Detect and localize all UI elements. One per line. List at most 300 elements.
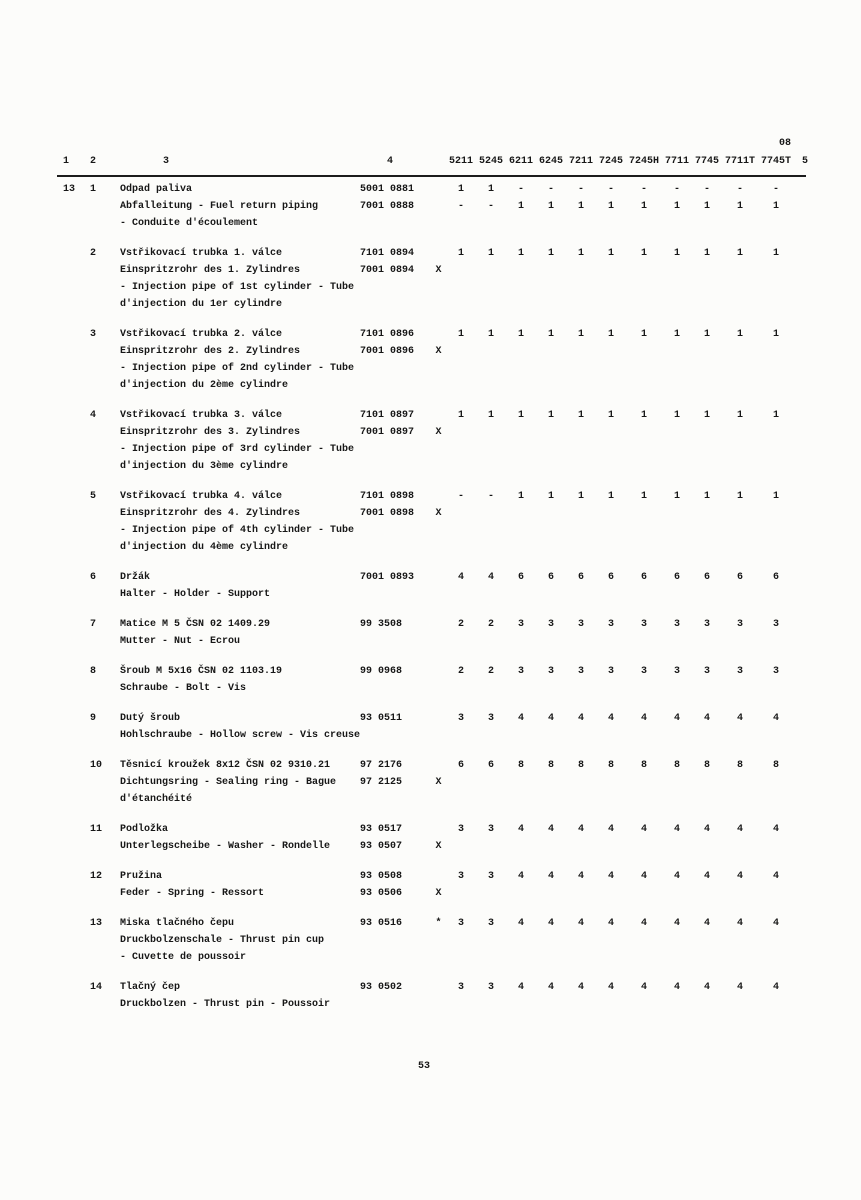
qty-cell: 4 (640, 871, 647, 882)
description-line: - Conduite d'écoulement (120, 218, 259, 229)
qty-cell: 4 (736, 982, 743, 993)
table-row (0, 757, 861, 808)
qty-cell: 8 (772, 760, 779, 771)
qty-cell: 6 (517, 572, 524, 583)
description-line: Miska tlačného čepu (120, 918, 235, 929)
qty-cell: 1 (703, 248, 710, 259)
qty-cell: 4 (772, 871, 779, 882)
qty-cell: 3 (577, 619, 584, 630)
description-line: Vstřikovací trubka 2. válce (120, 329, 283, 340)
quantity-cells (446, 915, 794, 932)
part-line (360, 757, 861, 774)
qty-cell: 4 (673, 713, 680, 724)
quantity-cells (446, 245, 794, 262)
part-number: 93 0516 (360, 918, 403, 929)
description-line: Odpad paliva (120, 184, 193, 195)
qty-cell: 3 (457, 918, 464, 929)
qty-cell: 2 (487, 619, 494, 630)
description-line: Vstřikovací trubka 1. válce (120, 248, 283, 259)
row-item-number: 10 (90, 760, 103, 771)
row-description (120, 181, 360, 232)
qty-cell: 3 (517, 619, 524, 630)
availability-marker: X (435, 888, 442, 899)
qty-cell: 4 (703, 918, 710, 929)
row-description (120, 757, 360, 808)
availability-marker: X (435, 777, 442, 788)
qty-cell: 3 (607, 619, 614, 630)
model-header: 7711T (724, 156, 755, 167)
qty-cell: 1 (487, 410, 494, 421)
qty-cell: - (772, 184, 779, 195)
quantity-cells (446, 868, 794, 885)
part-number: 7001 0896 (360, 346, 415, 357)
row-part-lines (360, 915, 861, 966)
qty-cell: 4 (577, 824, 584, 835)
qty-cell: 3 (640, 666, 647, 677)
row-part-lines (360, 488, 861, 556)
part-line (360, 915, 861, 932)
qty-cell: 1 (457, 410, 464, 421)
row-section-number (57, 245, 85, 313)
description-line: Tlačný čep (120, 982, 181, 993)
qty-cell: 4 (772, 918, 779, 929)
row-part-lines (360, 710, 861, 744)
qty-cell: 4 (703, 824, 710, 835)
availability-marker (431, 488, 446, 505)
qty-cell: 4 (577, 871, 584, 882)
part-line (360, 616, 861, 633)
availability-marker: X (435, 265, 442, 276)
description-line: Halter - Holder - Support (120, 589, 271, 600)
availability-marker (431, 245, 446, 262)
availability-marker (431, 868, 446, 885)
availability-marker (431, 979, 446, 996)
description-line: Feder - Spring - Ressort (120, 888, 265, 899)
qty-cell: 8 (640, 760, 647, 771)
model-header: 5245 (478, 156, 503, 167)
qty-cell: 4 (607, 871, 614, 882)
row-item-number: 4 (90, 410, 97, 421)
row-item-number: 7 (90, 619, 97, 630)
description-line: Držák (120, 572, 151, 583)
model-header: 7245H (628, 156, 659, 167)
table-row (0, 915, 861, 966)
row-section-number (57, 326, 85, 394)
model-header: 7745T (760, 156, 791, 167)
qty-cell: 1 (703, 329, 710, 340)
row-section-number (57, 821, 85, 855)
qty-cell: 1 (640, 491, 647, 502)
qty-cell: 8 (736, 760, 743, 771)
quantity-cells (446, 326, 794, 343)
qty-cell: - (703, 184, 710, 195)
row-part-lines (360, 616, 861, 650)
qty-cell: 1 (517, 248, 524, 259)
qty-cell: 3 (673, 666, 680, 677)
row-description (120, 488, 360, 556)
row-item-number: 13 (90, 918, 103, 929)
qty-cell: 4 (772, 982, 779, 993)
qty-cell: 4 (640, 713, 647, 724)
qty-cell: 3 (772, 619, 779, 630)
qty-cell: 1 (577, 491, 584, 502)
table-row (0, 569, 861, 603)
part-number: 7101 0896 (360, 329, 415, 340)
qty-cell: 1 (577, 248, 584, 259)
row-part-lines (360, 326, 861, 394)
page-code: 08 (779, 138, 792, 149)
description-line: Druckbolzenschale - Thrust pin cup (120, 935, 325, 946)
qty-cell: 1 (640, 201, 647, 212)
qty-cell: 8 (547, 760, 554, 771)
qty-cell: 8 (607, 760, 614, 771)
qty-cell: 3 (487, 713, 494, 724)
qty-cell: 1 (517, 201, 524, 212)
part-line (360, 262, 861, 279)
qty-cell: 6 (703, 572, 710, 583)
qty-cell: 4 (736, 713, 743, 724)
column-header-row (0, 153, 861, 170)
qty-cell: 3 (487, 824, 494, 835)
part-line (360, 343, 861, 360)
part-line (360, 424, 861, 441)
part-line (360, 838, 861, 855)
quantity-cells (446, 569, 794, 586)
qty-cell: 6 (577, 572, 584, 583)
description-line: d'injection du 3ème cylindre (120, 461, 289, 472)
qty-cell: - (547, 184, 554, 195)
row-item-number: 3 (90, 329, 97, 340)
row-section-number (57, 616, 85, 650)
row-section-number (57, 868, 85, 902)
part-number: 93 0508 (360, 871, 403, 882)
qty-cell: 1 (577, 201, 584, 212)
qty-cell: 4 (607, 918, 614, 929)
row-item-number: 11 (90, 824, 103, 835)
row-item-number: 8 (90, 666, 97, 677)
qty-cell: 4 (547, 713, 554, 724)
availability-marker: X (435, 346, 442, 357)
qty-cell: 6 (457, 760, 464, 771)
qty-cell: 3 (772, 666, 779, 677)
qty-cell: 1 (517, 491, 524, 502)
col-1-header: 1 (63, 156, 70, 167)
qty-cell: 1 (607, 491, 614, 502)
row-description (120, 407, 360, 475)
row-description (120, 326, 360, 394)
row-item-number: 1 (90, 184, 97, 195)
qty-cell: 1 (607, 248, 614, 259)
row-item-number: 12 (90, 871, 103, 882)
availability-marker (431, 663, 446, 680)
qty-cell: 1 (736, 248, 743, 259)
qty-cell: 1 (547, 201, 554, 212)
qty-cell: 1 (772, 329, 779, 340)
availability-marker: X (435, 427, 442, 438)
qty-cell: 4 (577, 982, 584, 993)
qty-cell: 1 (607, 201, 614, 212)
row-description (120, 616, 360, 650)
qty-cell: 4 (457, 572, 464, 583)
qty-cell: 1 (736, 201, 743, 212)
qty-cell: 4 (673, 824, 680, 835)
table-row (0, 821, 861, 855)
row-description (120, 821, 360, 855)
qty-cell: - (607, 184, 614, 195)
availability-marker (431, 757, 446, 774)
qty-cell: - (487, 201, 494, 212)
part-number: 7001 0893 (360, 572, 415, 583)
qty-cell: 4 (607, 713, 614, 724)
qty-cell: 3 (487, 918, 494, 929)
description-line: Unterlegscheibe - Washer - Rondelle (120, 841, 331, 852)
qty-cell: 4 (547, 982, 554, 993)
quantity-cells (446, 407, 794, 424)
qty-cell: 8 (673, 760, 680, 771)
qty-cell: 3 (703, 666, 710, 677)
qty-cell: 4 (547, 918, 554, 929)
description-line: Einspritzrohr des 1. Zylindres (120, 265, 301, 276)
header-right-line (360, 153, 861, 170)
part-line (360, 181, 861, 198)
description-line: Einspritzrohr des 3. Zylindres (120, 427, 301, 438)
table-row (0, 181, 861, 232)
qty-cell: 1 (640, 329, 647, 340)
part-number: 7001 0898 (360, 508, 415, 519)
qty-cell: 2 (457, 666, 464, 677)
row-section-number (57, 488, 85, 556)
qty-cell: 4 (577, 918, 584, 929)
col-3-header: 3 (163, 156, 170, 167)
qty-cell: 3 (673, 619, 680, 630)
row-description (120, 868, 360, 902)
row-description (120, 710, 360, 744)
description-line: - Injection pipe of 4th cylinder - Tube (120, 525, 355, 536)
qty-cell: 4 (517, 982, 524, 993)
row-section-number (57, 407, 85, 475)
availability-marker (431, 821, 446, 838)
part-number: 97 2125 (360, 777, 403, 788)
part-line (360, 569, 861, 586)
qty-cell: 4 (547, 871, 554, 882)
row-part-lines (360, 757, 861, 808)
qty-cell: 3 (457, 871, 464, 882)
page-number: 53 (418, 1061, 431, 1072)
part-line (360, 868, 861, 885)
qty-cell: 4 (640, 918, 647, 929)
row-section-number: 13 (63, 184, 76, 195)
description-line: Abfalleitung - Fuel return piping (120, 201, 319, 212)
row-section-number (57, 979, 85, 1013)
availability-marker (431, 569, 446, 586)
qty-cell: 3 (703, 619, 710, 630)
part-line (360, 326, 861, 343)
part-line (360, 505, 861, 522)
qty-cell: 1 (517, 410, 524, 421)
availability-marker: X (435, 508, 442, 519)
qty-cell: 6 (736, 572, 743, 583)
qty-cell: 4 (736, 918, 743, 929)
row-description (120, 569, 360, 603)
qty-cell: 1 (772, 248, 779, 259)
qty-cell: - (640, 184, 647, 195)
row-part-lines (360, 663, 861, 697)
description-line: d'injection du 1er cylindre (120, 299, 283, 310)
description-line: Dichtungsring - Sealing ring - Bague (120, 777, 337, 788)
table-row (0, 488, 861, 556)
quantity-cells (446, 821, 794, 838)
qty-cell: 1 (772, 491, 779, 502)
description-line: d'injection du 2ème cylindre (120, 380, 289, 391)
qty-cell: 1 (547, 329, 554, 340)
model-header: 7245 (598, 156, 623, 167)
description-line: Mutter - Nut - Ecrou (120, 636, 241, 647)
qty-cell: 1 (547, 491, 554, 502)
qty-cell: 1 (457, 248, 464, 259)
qty-cell: 4 (607, 824, 614, 835)
qty-cell: 4 (640, 982, 647, 993)
table-row (0, 245, 861, 313)
qty-cell: 2 (487, 666, 494, 677)
row-part-lines (360, 181, 861, 232)
table-row (0, 663, 861, 697)
qty-cell: 1 (703, 491, 710, 502)
availability-marker (431, 326, 446, 343)
quantity-cells (446, 488, 794, 505)
description-line: - Cuvette de poussoir (120, 952, 247, 963)
qty-cell: 3 (457, 982, 464, 993)
description-line: - Injection pipe of 1st cylinder - Tube (120, 282, 355, 293)
part-number: 93 0502 (360, 982, 403, 993)
description-line: Pružina (120, 871, 163, 882)
table-row (0, 326, 861, 394)
part-line (360, 710, 861, 727)
part-line (360, 663, 861, 680)
table-row (0, 710, 861, 744)
qty-cell: 1 (547, 410, 554, 421)
availability-marker (431, 198, 446, 215)
model-header: 5211 (448, 156, 473, 167)
qty-cell: 4 (703, 713, 710, 724)
part-number: 7001 0894 (360, 265, 415, 276)
quantity-cells (446, 616, 794, 633)
quantity-cells (446, 181, 794, 198)
description-line: Podložka (120, 824, 169, 835)
qty-cell: 1 (457, 329, 464, 340)
part-line (360, 821, 861, 838)
qty-cell: 1 (577, 410, 584, 421)
description-line: - Injection pipe of 3rd cylinder - Tube (120, 444, 355, 455)
row-part-lines (360, 407, 861, 475)
qty-cell: 4 (577, 713, 584, 724)
description-line: Vstřikovací trubka 4. válce (120, 491, 283, 502)
part-line (360, 885, 861, 902)
qty-cell: 3 (517, 666, 524, 677)
part-number: 7101 0897 (360, 410, 415, 421)
description-line: Schraube - Bolt - Vis (120, 683, 247, 694)
qty-cell: 4 (517, 824, 524, 835)
qty-cell: 3 (547, 666, 554, 677)
row-description (120, 979, 360, 1013)
availability-marker (431, 710, 446, 727)
qty-cell: 3 (736, 619, 743, 630)
qty-cell: 1 (736, 329, 743, 340)
row-part-lines (360, 245, 861, 313)
qty-cell: 8 (517, 760, 524, 771)
description-line: Těsnicí kroužek 8x12 ČSN 02 9310.21 (120, 760, 331, 771)
qty-cell: 1 (487, 248, 494, 259)
qty-cell: 1 (673, 410, 680, 421)
part-number: 93 0511 (360, 713, 403, 724)
row-item-number: 2 (90, 248, 97, 259)
qty-cell: 8 (577, 760, 584, 771)
part-number: 5001 0881 (360, 184, 415, 195)
availability-marker: X (435, 841, 442, 852)
qty-cell: 4 (517, 713, 524, 724)
qty-cell: - (487, 491, 494, 502)
qty-cell: - (517, 184, 524, 195)
qty-cell: - (736, 184, 743, 195)
description-line: Druckbolzen - Thrust pin - Poussoir (120, 999, 331, 1010)
quantity-cells (446, 663, 794, 680)
col-5-header: 5 (801, 156, 808, 167)
row-part-lines (360, 868, 861, 902)
row-item-number: 5 (90, 491, 97, 502)
part-number: 7101 0894 (360, 248, 415, 259)
part-line (360, 774, 861, 791)
qty-cell: 1 (703, 410, 710, 421)
quantity-cells (446, 198, 794, 215)
qty-cell: 4 (736, 871, 743, 882)
row-description (120, 245, 360, 313)
part-number: 97 2176 (360, 760, 403, 771)
qty-cell: 1 (673, 329, 680, 340)
header-rule (57, 175, 806, 177)
qty-cell: 4 (772, 713, 779, 724)
qty-cell: 4 (703, 982, 710, 993)
row-description (120, 915, 360, 966)
row-description (120, 663, 360, 697)
availability-marker (431, 181, 446, 198)
row-part-lines (360, 979, 861, 1013)
part-number: 93 0517 (360, 824, 403, 835)
part-number: 99 3508 (360, 619, 403, 630)
row-section-number (57, 710, 85, 744)
qty-cell: 6 (487, 760, 494, 771)
qty-cell: - (457, 201, 464, 212)
qty-cell: 4 (547, 824, 554, 835)
qty-cell: 1 (547, 248, 554, 259)
col-4-header: 4 (387, 156, 394, 167)
part-line (360, 198, 861, 215)
row-part-lines (360, 569, 861, 603)
model-header: 7211 (568, 156, 593, 167)
qty-cell: 1 (772, 201, 779, 212)
description-line: d'étanchéité (120, 794, 193, 805)
qty-cell: - (577, 184, 584, 195)
description-line: Einspritzrohr des 4. Zylindres (120, 508, 301, 519)
qty-cell: 1 (640, 410, 647, 421)
qty-cell: 6 (547, 572, 554, 583)
model-header: 6211 (508, 156, 533, 167)
part-line (360, 245, 861, 262)
description-line: Matice M 5 ČSN 02 1409.29 (120, 619, 271, 630)
quantity-cells (446, 710, 794, 727)
qty-cell: 1 (607, 410, 614, 421)
qty-cell: 4 (673, 982, 680, 993)
description-line: Šroub M 5x16 ČSN 02 1103.19 (120, 666, 283, 677)
qty-cell: 3 (457, 824, 464, 835)
